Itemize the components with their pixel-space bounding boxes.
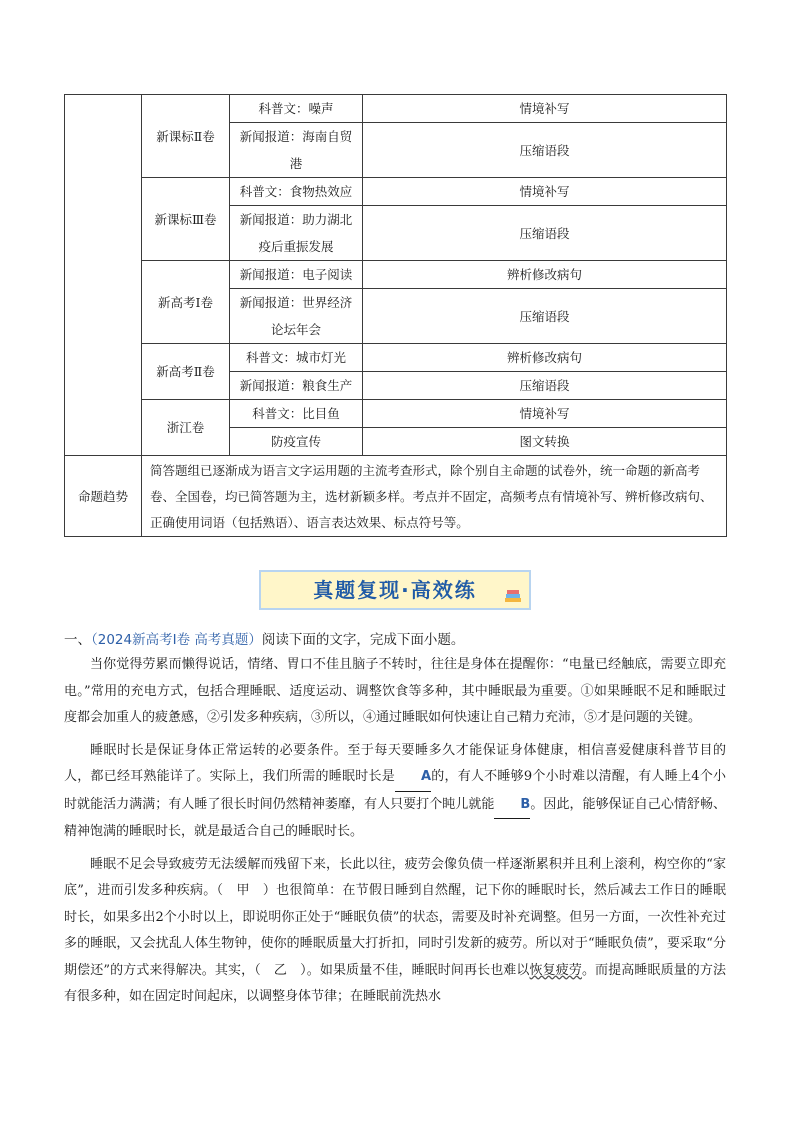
table-material-cell: 防疫宣传 [230,428,363,456]
reading-passage [64,652,726,1011]
blank-a: A [395,764,431,792]
table-material-cell: 新闻报道：助力湖北疫后重振发展 [230,206,363,261]
passage-paragraph: 睡眠时长是保证身体正常运转的必要条件。至于每天要睡多久才能保证身体健康，相信喜爱健康科普节目的人，都已经耳熟能详了。实际上，我们所需的睡眠时长是 A的，有人不睡够9个小时难以清醒，有人睡上4个小时就能活力满满；有人睡了很长时间仍然精神萎靡，有人只要打个盹儿就能 B。因此，能够保证自己心情舒畅、精神饱满的睡眠时长，就是最适合自己的睡眠时长。 [64,742,726,839]
table-type-cell: 压缩语段 [363,206,727,261]
table-paper-cell: 新高考Ⅱ卷 [142,344,230,400]
books-icon [503,586,523,606]
table-type-cell: 辨析修改病句 [363,261,727,289]
table-paper-cell: 新课标Ⅱ卷 [142,95,230,178]
table-paper-cell: 新高考Ⅰ卷 [142,261,230,344]
question-number: 一、 [64,632,91,648]
question-prompt: 阅读下面的文字，完成下面小题。 [261,632,465,648]
passage-paragraph: 当你觉得劳累而懒得说话，情绪、胃口不佳且脑子不转时，往往是身体在提醒你：“电量已经触底，需要立即充电。”常用的充电方式，包括合理睡眠、适度运动、调整饮食等多种，其中睡眠最为重要。①如果睡眠不足和睡眠过度都会加重人的疲惫感，②引发多种疾病，③所以，④通过睡眠如何快速让自己精力充沛，⑤才是问题的关键。 [64,657,726,725]
table-year-cell [65,95,142,456]
exam-statistics-table [64,94,727,537]
banner-title: 真题复现·高效练 [313,578,477,602]
table-type-cell: 情境补写 [363,178,727,206]
table-material-cell: 新闻报道：世界经济论坛年会 [230,289,363,344]
table-material-cell: 新闻报道：海南自贸港 [230,123,363,178]
table-material-cell: 科普文：噪声 [230,95,363,123]
blank-b: B [494,792,530,820]
passage-paragraph: 睡眠不足会导致疲劳无法缓解而残留下来，长此以往，疲劳会像负债一样逐渐累积并且利上滚利，构空你的“家底”，进而引发多种疾病。（ 甲 ）也很简单：在节假日睡到自然醒，记下你的睡眠时长，然后减去工作日的睡眠时长，如果多出2个小时以上，即说明你正处于“睡眠负债”的状态，需要及时补充调整。但另一方面，一次性补充过多的睡眠，又会扰乱人体生物钟，使你的睡眠质量大打折扣，同时引发新的疲劳。所以对于“睡眠负债”，要采取“分期偿还”的方式来得解决。其实，（ 乙 ）。如果质量不佳，睡眠时间再长也难以恢复疲劳。而提高睡眠质量的方法有很多种，如在固定时间起床，以调整身体节律；在睡眠前洗热水 [64,856,726,1004]
table-type-cell: 情境补写 [363,400,727,428]
table-material-cell: 新闻报道：粮食生产 [230,372,363,400]
question-source: （2024新高考Ⅰ卷 高考真题） [91,632,262,648]
trend-label-cell: 命题趋势 [65,456,142,537]
section-banner [259,570,531,610]
table-material-cell: 科普文：城市灯光 [230,344,363,372]
table-type-cell: 图文转换 [363,428,727,456]
table-material-cell: 科普文：食物热效应 [230,178,363,206]
trend-text-cell: 简答题组已逐渐成为语言文字运用题的主流考查形式，除个别自主命题的试卷外，统一命题的新高考卷、全国卷，均已简答题为主，选材新颖多样。考点并不固定，高频考点有情境补写、辨析修改病句、正确使用词语（包括熟语）、语言表达效果、标点符号等。 [142,456,727,537]
table-type-cell: 压缩语段 [363,372,727,400]
table-material-cell: 新闻报道：电子阅读 [230,261,363,289]
table-type-cell: 压缩语段 [363,289,727,344]
table-type-cell: 情境补写 [363,95,727,123]
table-type-cell: 辨析修改病句 [363,344,727,372]
wavy-underlined-phrase: 恢复疲劳 [529,962,582,978]
question-heading [64,628,464,648]
table-material-cell: 科普文：比目鱼 [230,400,363,428]
table-type-cell: 压缩语段 [363,123,727,178]
table-paper-cell: 浙江卷 [142,400,230,456]
table-paper-cell: 新课标Ⅲ卷 [142,178,230,261]
